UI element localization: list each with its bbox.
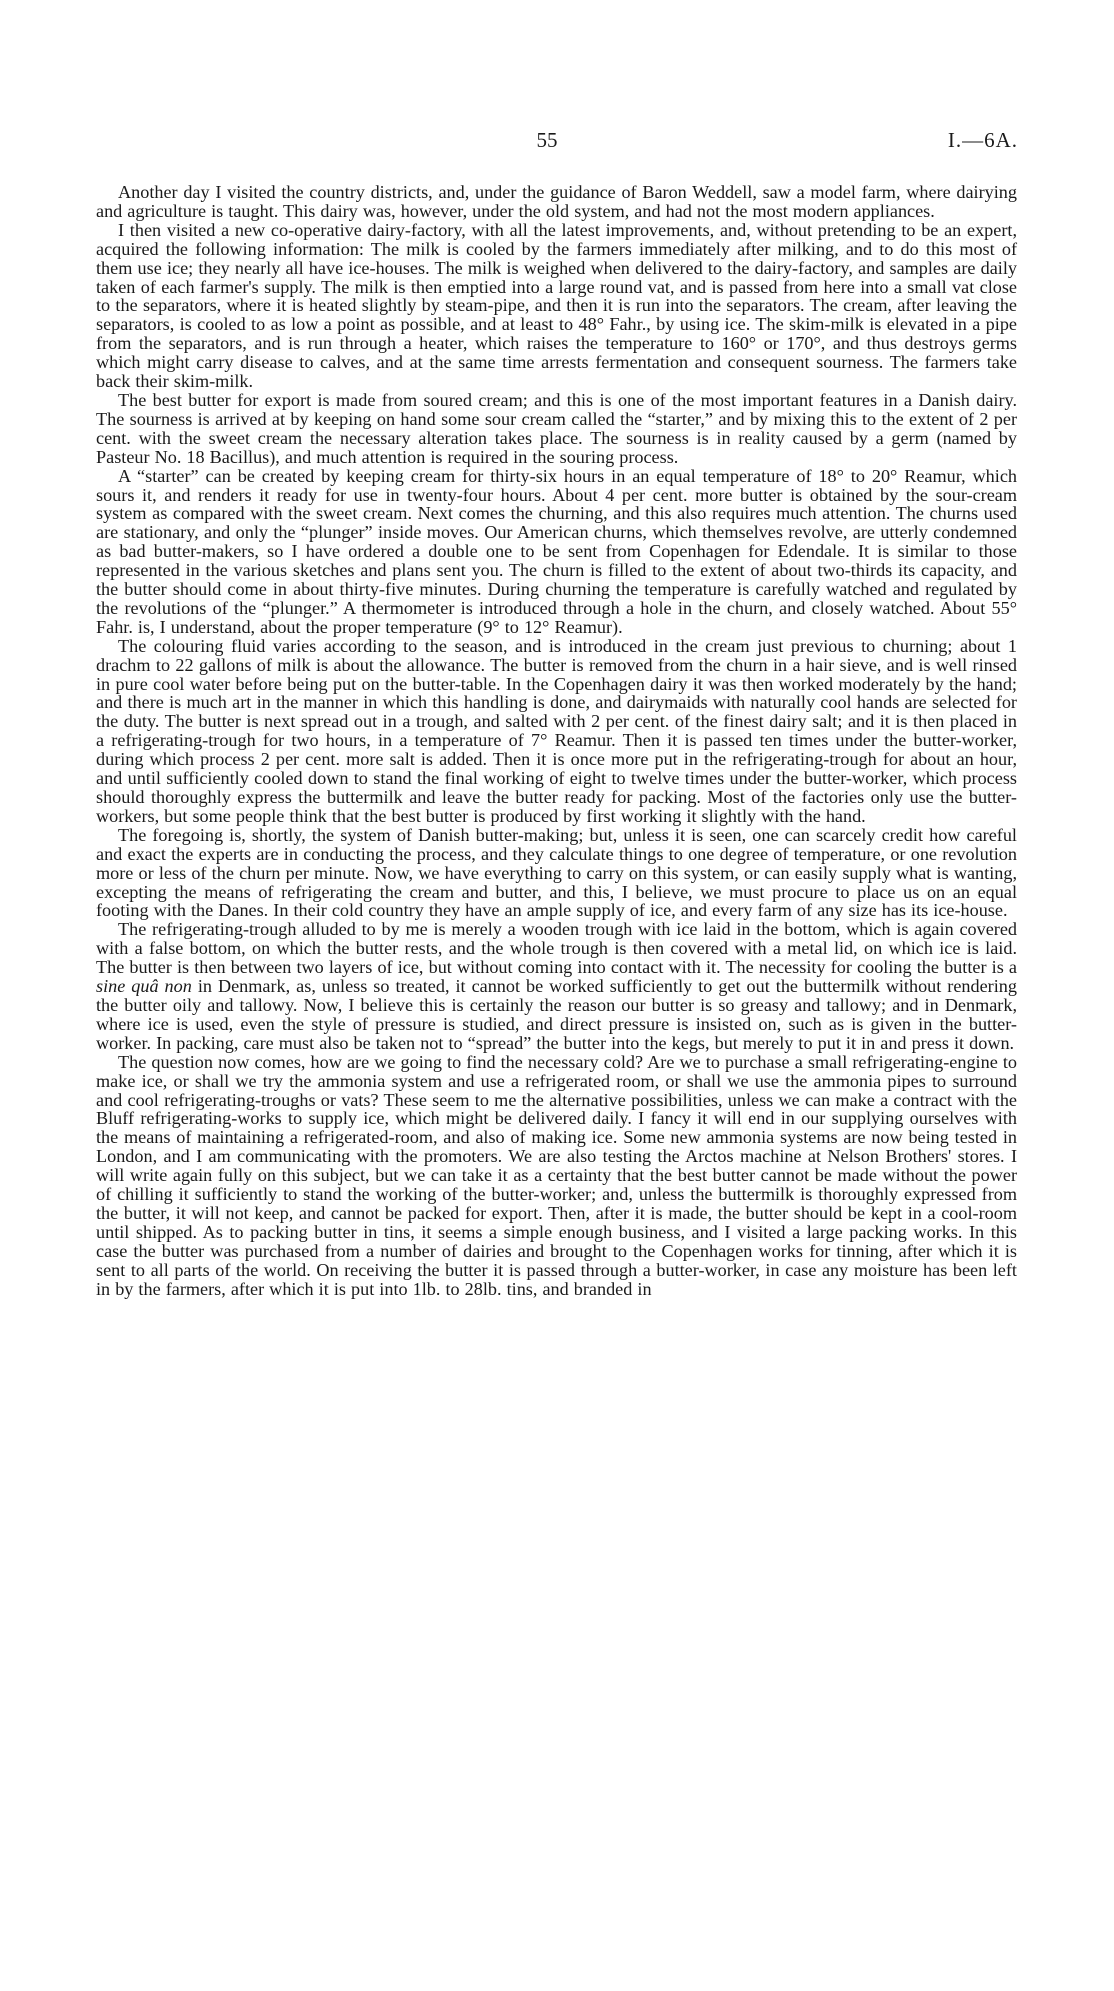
paragraph-starter-churning: A “starter” can be created by keeping cream for thirty-six hours in an equal temperature of 18° to 20° Reamur, which sours it, and renders it ready for use in twenty-four hours. About 4 per cent. more butter is obtained by the sour-cream system as compared with the sweet cream. Next comes the churning, and this also requires much attention. The churns used are stationary, and only the “plunger” inside moves. Our American churns, which themselves revolve, are utterly condemned as bad butter-makers, so I have ordered a double one to be sent from Copenhagen for Edendale. It is similar to those represented in the various sketches and plans sent you. The churn is filled to the extent of about two-thirds its capacity, and the butter should come in about thirty-five minutes. During churning the temperature is carefully watched and regulated by the revolutions of the “plunger.” A thermometer is introduced through a hole in the churn, and closely watched. About 55° Fahr. is, I understand, about the proper temperature (9° to 12° Reamur). [96,465,1017,637]
page-number: 55 [536,128,558,152]
paragraph-danish-system: The foregoing is, shortly, the system of Danish butter-making; but, unless it is seen, one can scarcely credit how careful and exact the experts are in conducting the process, and they calculate things to one degree of temperature, or one revolution more or less of the churn per minute. Now, we have everything to carry on this system, or can easily supply what is wanting, excepting the means of refrigerating the cream and butter, and this, I believe, we must procure to place us on an equal footing with the Danes. In their cold country they have an ample supply of ice, and every farm of any size has its ice-house. [96,824,1017,921]
paragraph-colouring-fluid: The colouring fluid varies according to the season, and is introduced in the cream just previous to churning; about 1 drachm to 22 gallons of milk is about the allowance. The butter is removed from the churn in a hair sieve, and is well rinsed in pure cool water before being put on the butter-table. In the Copenhagen dairy it was then worked moderately by the hand; and there is much art in the manner in which this handling is done, and dairymaids with naturally cool hands are selected for the duty. The butter is next spread out in a trough, and salted with 2 per cent. of the finest dairy salt; and it is then placed in a refrigerating-trough for two hours, in a temperature of 7° Reamur. Then it is passed ten times under the butter-worker, during which process 2 per cent. more salt is added. Then it is once more put in the refrigerating-trough for about an hour, and until sufficiently cooled down to stand the final working of eight to twelve times under the butter-worker, which process should thoroughly express the buttermilk and leave the butter ready for packing. Most of the factories only use the butter-workers, but some people think that the best butter is produced by first working it slightly with the hand. [96,635,1017,826]
document-reference: I.—6A. [947,128,1018,152]
latin-phrase: sine quâ non [96,976,192,997]
paragraph-text: in Denmark, as, unless so treated, it cannot be worked sufficiently to get out the buttermilk without rendering the butter oily and tallowy. Now, I believe this is certainly the reason our butter is so greasy and tallowy; and in Denmark, where ice is used, even the style of pressure is studied, and direct pressure is insisted on, such as is given in the butter-worker. In packing, care must also be taken not to “spread” the butter into the kegs, but merely to put it in and press it down. [96,976,1017,1053]
paragraph-soured-cream: The best butter for export is made from soured cream; and this is one of the most important features in a Danish dairy. The sourness is arrived at by keeping on hand some sour cream called the “starter,” and by mixing this to the extent of 2 per cent. with the sweet cream the necessary alteration takes place. The sourness is in reality caused by a germ (named by Pasteur No. 18 Bacillus), and much attention is required in the souring process. [96,389,1017,467]
paragraph-necessary-cold: The question now comes, how are we going to find the necessary cold? Are we to purchase a small refrigerating-engine to make ice, or shall we try the ammonia system and use a refrigerated room, or shall we use the ammonia pipes to surround and cool refrigerating-troughs or vats? These seem to me the alternative possibilities, unless we can make a contract with the Bluff refrigerating-works to supply ice, which might be delivered daily. I fancy it will end in our supplying ourselves with the means of maintaining a refrigerated-room, and also of making ice. Some new ammonia systems are now being tested in London, and I am communicating with the promoters. We are also testing the Arctos machine at Nelson Brothers' stores. I will write again fully on this subject, but we can take it as a certainty that the best butter cannot be made without the power of chilling it sufficiently to stand the working of the butter-worker; and, unless the buttermilk is thoroughly expressed from the butter, it will not keep, and cannot be packed for export. Then, after it is made, the butter should be kept in a cool-room until shipped. As to packing butter in tins, it seems a simple enough business, and I visited a large packing works. In this case the butter was purchased from a number of dairies and brought to the Copenhagen works for tinning, after which it is sent to all parts of the world. On receiving the butter it is passed through a butter-worker, in case any moisture has been left in by the farmers, after which it is put into 1lb. to 28lb. tins, and branded in [96,1051,1017,1299]
paragraph-dairy-factory: I then visited a new co-operative dairy-factory, with all the latest improvements, and, without pretending to be an expert, acquired the following information: The milk is cooled by the farmers immediately after milking, and to do this most of them use ice; they nearly all have ice-houses. The milk is weighed when delivered to the dairy-factory, and samples are daily taken of each farmer's supply. The milk is then emptied into a large round vat, and is passed from here into a small vat close to the separators, where it is heated slightly by steam-pipe, and then it is run into the separators. The cream, after leaving the separators, is cooled to as low a point as possible, and at least to 48° Fahr., by using ice. The skim-milk is elevated in a pipe from the separators, and is run through a heater, which raises the temperature to 160° or 170°, and thus destroys germs which might carry disease to calves, and at the same time arrests fermentation and consequent sourness. The farmers take back their skim-milk. [96,219,1017,392]
body-text [96,183,1017,1298]
paragraph-text: The refrigerating-trough alluded to by me is merely a wooden trough with ice laid in the bottom, which is again covered with a false bottom, on which the butter rests, and the whole trough is then covered with a metal lid, on which ice is laid. The butter is then between two layers of ice, but without coming into contact with it. The necessity for cooling the butter is a [96,919,1017,978]
paragraph-refrigerating-trough [96,920,1017,1052]
page-header [0,128,1114,158]
paragraph-model-farm: Another day I visited the country districts, and, under the guidance of Baron Weddell, saw a model farm, where dairying and agriculture is taught. This dairy was, however, under the old system, and had not the most modern appliances. [96,182,1017,221]
